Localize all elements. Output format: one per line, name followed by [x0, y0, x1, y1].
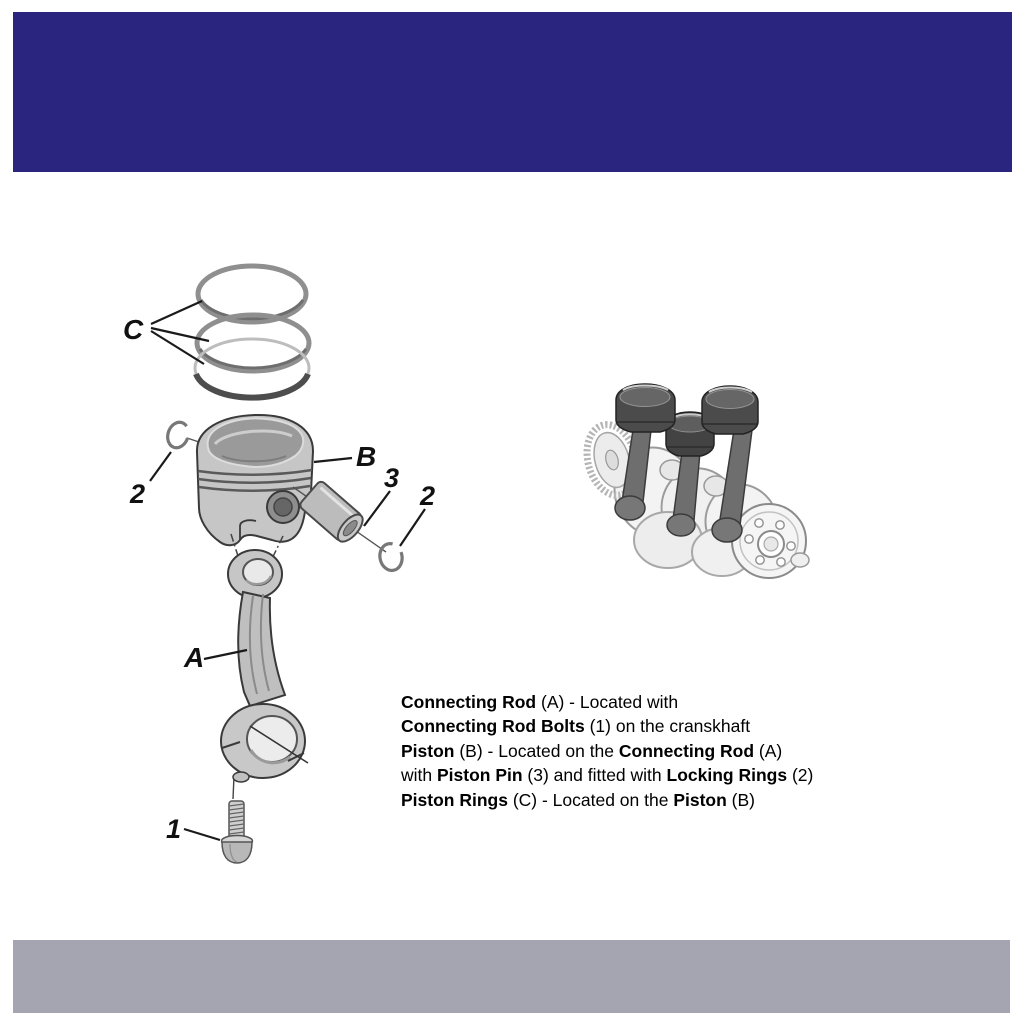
label-a: A: [184, 642, 205, 673]
label-piston: [314, 441, 376, 472]
description-line: Connecting Rod Bolts (1) on the cranskhaft: [401, 716, 751, 737]
label-locking-ring-left: [129, 452, 171, 509]
label-3: 3: [384, 463, 400, 493]
description-line: Connecting Rod (A) - Located with: [401, 692, 679, 712]
leader-line: [314, 458, 352, 462]
label-connecting-rod-bolt: [166, 814, 220, 844]
assembled-crankshaft-illustration: [580, 384, 809, 578]
piston-illustration: [197, 415, 313, 545]
parts-description: [401, 690, 901, 812]
connecting-rod-bolt-illustration: [222, 801, 253, 863]
piston-rings-illustration: [195, 266, 309, 398]
description-line: Piston (B) - Located on the Connecting Rod (A): [401, 740, 783, 761]
label-piston-pin: [364, 463, 399, 526]
leader-line: [364, 491, 390, 526]
label-piston-rings: [123, 301, 209, 364]
piston-left: [616, 384, 675, 432]
connecting-rod-illustration: [221, 550, 308, 782]
leader-line: [400, 509, 425, 546]
label-b: B: [356, 441, 377, 472]
leader-line: [184, 829, 220, 840]
leader-line: [151, 301, 202, 324]
leader-line: [150, 452, 171, 481]
label-1: 1: [166, 814, 182, 844]
description-line: with Piston Pin (3) and fitted with Locking Rings (2): [401, 765, 814, 786]
label-2-right: 2: [420, 481, 436, 511]
label-c: C: [123, 314, 144, 345]
label-locking-ring-right: [400, 481, 435, 546]
label-2-left: 2: [130, 479, 146, 509]
description-line: Piston Rings (C) - Located on the Piston (B): [401, 789, 756, 810]
piston-right: [702, 386, 758, 434]
